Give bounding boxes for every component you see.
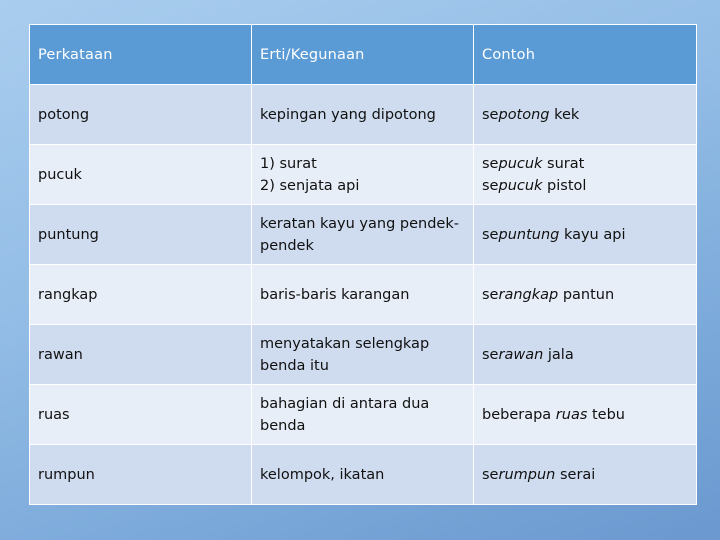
example-suffix: pistol [542, 177, 587, 194]
cell-word: rangkap [30, 265, 252, 325]
example-root-word: rangkap [498, 286, 559, 303]
example-line [482, 404, 688, 426]
cell-example [474, 265, 697, 325]
example-suffix: serai [555, 466, 596, 483]
example-prefix: se [482, 177, 499, 194]
header-contoh: Contoh [474, 25, 697, 85]
table-row [30, 205, 697, 265]
example-root-word: rawan [498, 346, 544, 363]
example-root-word: pucuk [498, 155, 543, 172]
example-root-word: potong [498, 106, 550, 123]
cell-meaning [252, 85, 474, 145]
example-line [482, 344, 688, 366]
meaning-line: baris-baris karangan [260, 286, 410, 303]
meaning-line: keratan kayu yang pendek- [260, 215, 459, 232]
cell-example [474, 205, 697, 265]
cell-word: ruas [30, 385, 252, 445]
table-row [30, 445, 697, 505]
example-suffix: tebu [587, 406, 625, 423]
cell-example [474, 325, 697, 385]
table-row [30, 265, 697, 325]
example-line [482, 224, 688, 246]
header-row [30, 25, 697, 85]
example-root-word: rumpun [498, 466, 556, 483]
header-perkataan: Perkataan [30, 25, 252, 85]
meaning-line: 1) surat [260, 155, 317, 172]
example-prefix: se [482, 286, 499, 303]
meaning-line: 2) senjata api [260, 177, 360, 194]
example-prefix: beberapa [482, 406, 556, 423]
word-table [29, 24, 697, 505]
example-prefix: se [482, 226, 499, 243]
table-body [30, 85, 697, 505]
cell-word: pucuk [30, 145, 252, 205]
cell-example [474, 145, 697, 205]
word-table-container [29, 24, 696, 504]
cell-word: rumpun [30, 445, 252, 505]
cell-example [474, 85, 697, 145]
cell-word: rawan [30, 325, 252, 385]
meaning-line: benda [260, 417, 306, 434]
cell-meaning [252, 445, 474, 505]
meaning-line: bahagian di antara dua [260, 395, 430, 412]
example-prefix: se [482, 466, 499, 483]
example-root-word: ruas [555, 406, 588, 423]
table-row [30, 85, 697, 145]
example-root-word: pucuk [498, 177, 543, 194]
example-suffix: kayu api [559, 226, 626, 243]
example-line [482, 175, 688, 197]
cell-meaning [252, 205, 474, 265]
table-row [30, 385, 697, 445]
example-suffix: kek [549, 106, 580, 123]
header-erti-kegunaan: Erti/Kegunaan [252, 25, 474, 85]
example-line [482, 104, 688, 126]
example-line [482, 284, 688, 306]
cell-example [474, 445, 697, 505]
cell-example [474, 385, 697, 445]
meaning-line: pendek [260, 237, 314, 254]
example-root-word: puntung [498, 226, 560, 243]
table-row [30, 145, 697, 205]
example-suffix: pantun [558, 286, 615, 303]
example-prefix: se [482, 346, 499, 363]
cell-meaning [252, 325, 474, 385]
cell-meaning [252, 265, 474, 325]
example-prefix: se [482, 106, 499, 123]
cell-meaning [252, 385, 474, 445]
meaning-line: menyatakan selengkap [260, 335, 430, 352]
example-line [482, 153, 688, 175]
cell-word: puntung [30, 205, 252, 265]
meaning-line: kelompok, ikatan [260, 466, 385, 483]
cell-word: potong [30, 85, 252, 145]
meaning-line: benda itu [260, 357, 329, 374]
meaning-line: kepingan yang dipotong [260, 106, 436, 123]
cell-meaning [252, 145, 474, 205]
table-row [30, 325, 697, 385]
example-line [482, 464, 688, 486]
example-suffix: surat [542, 155, 585, 172]
example-prefix: se [482, 155, 499, 172]
example-suffix: jala [543, 346, 574, 363]
